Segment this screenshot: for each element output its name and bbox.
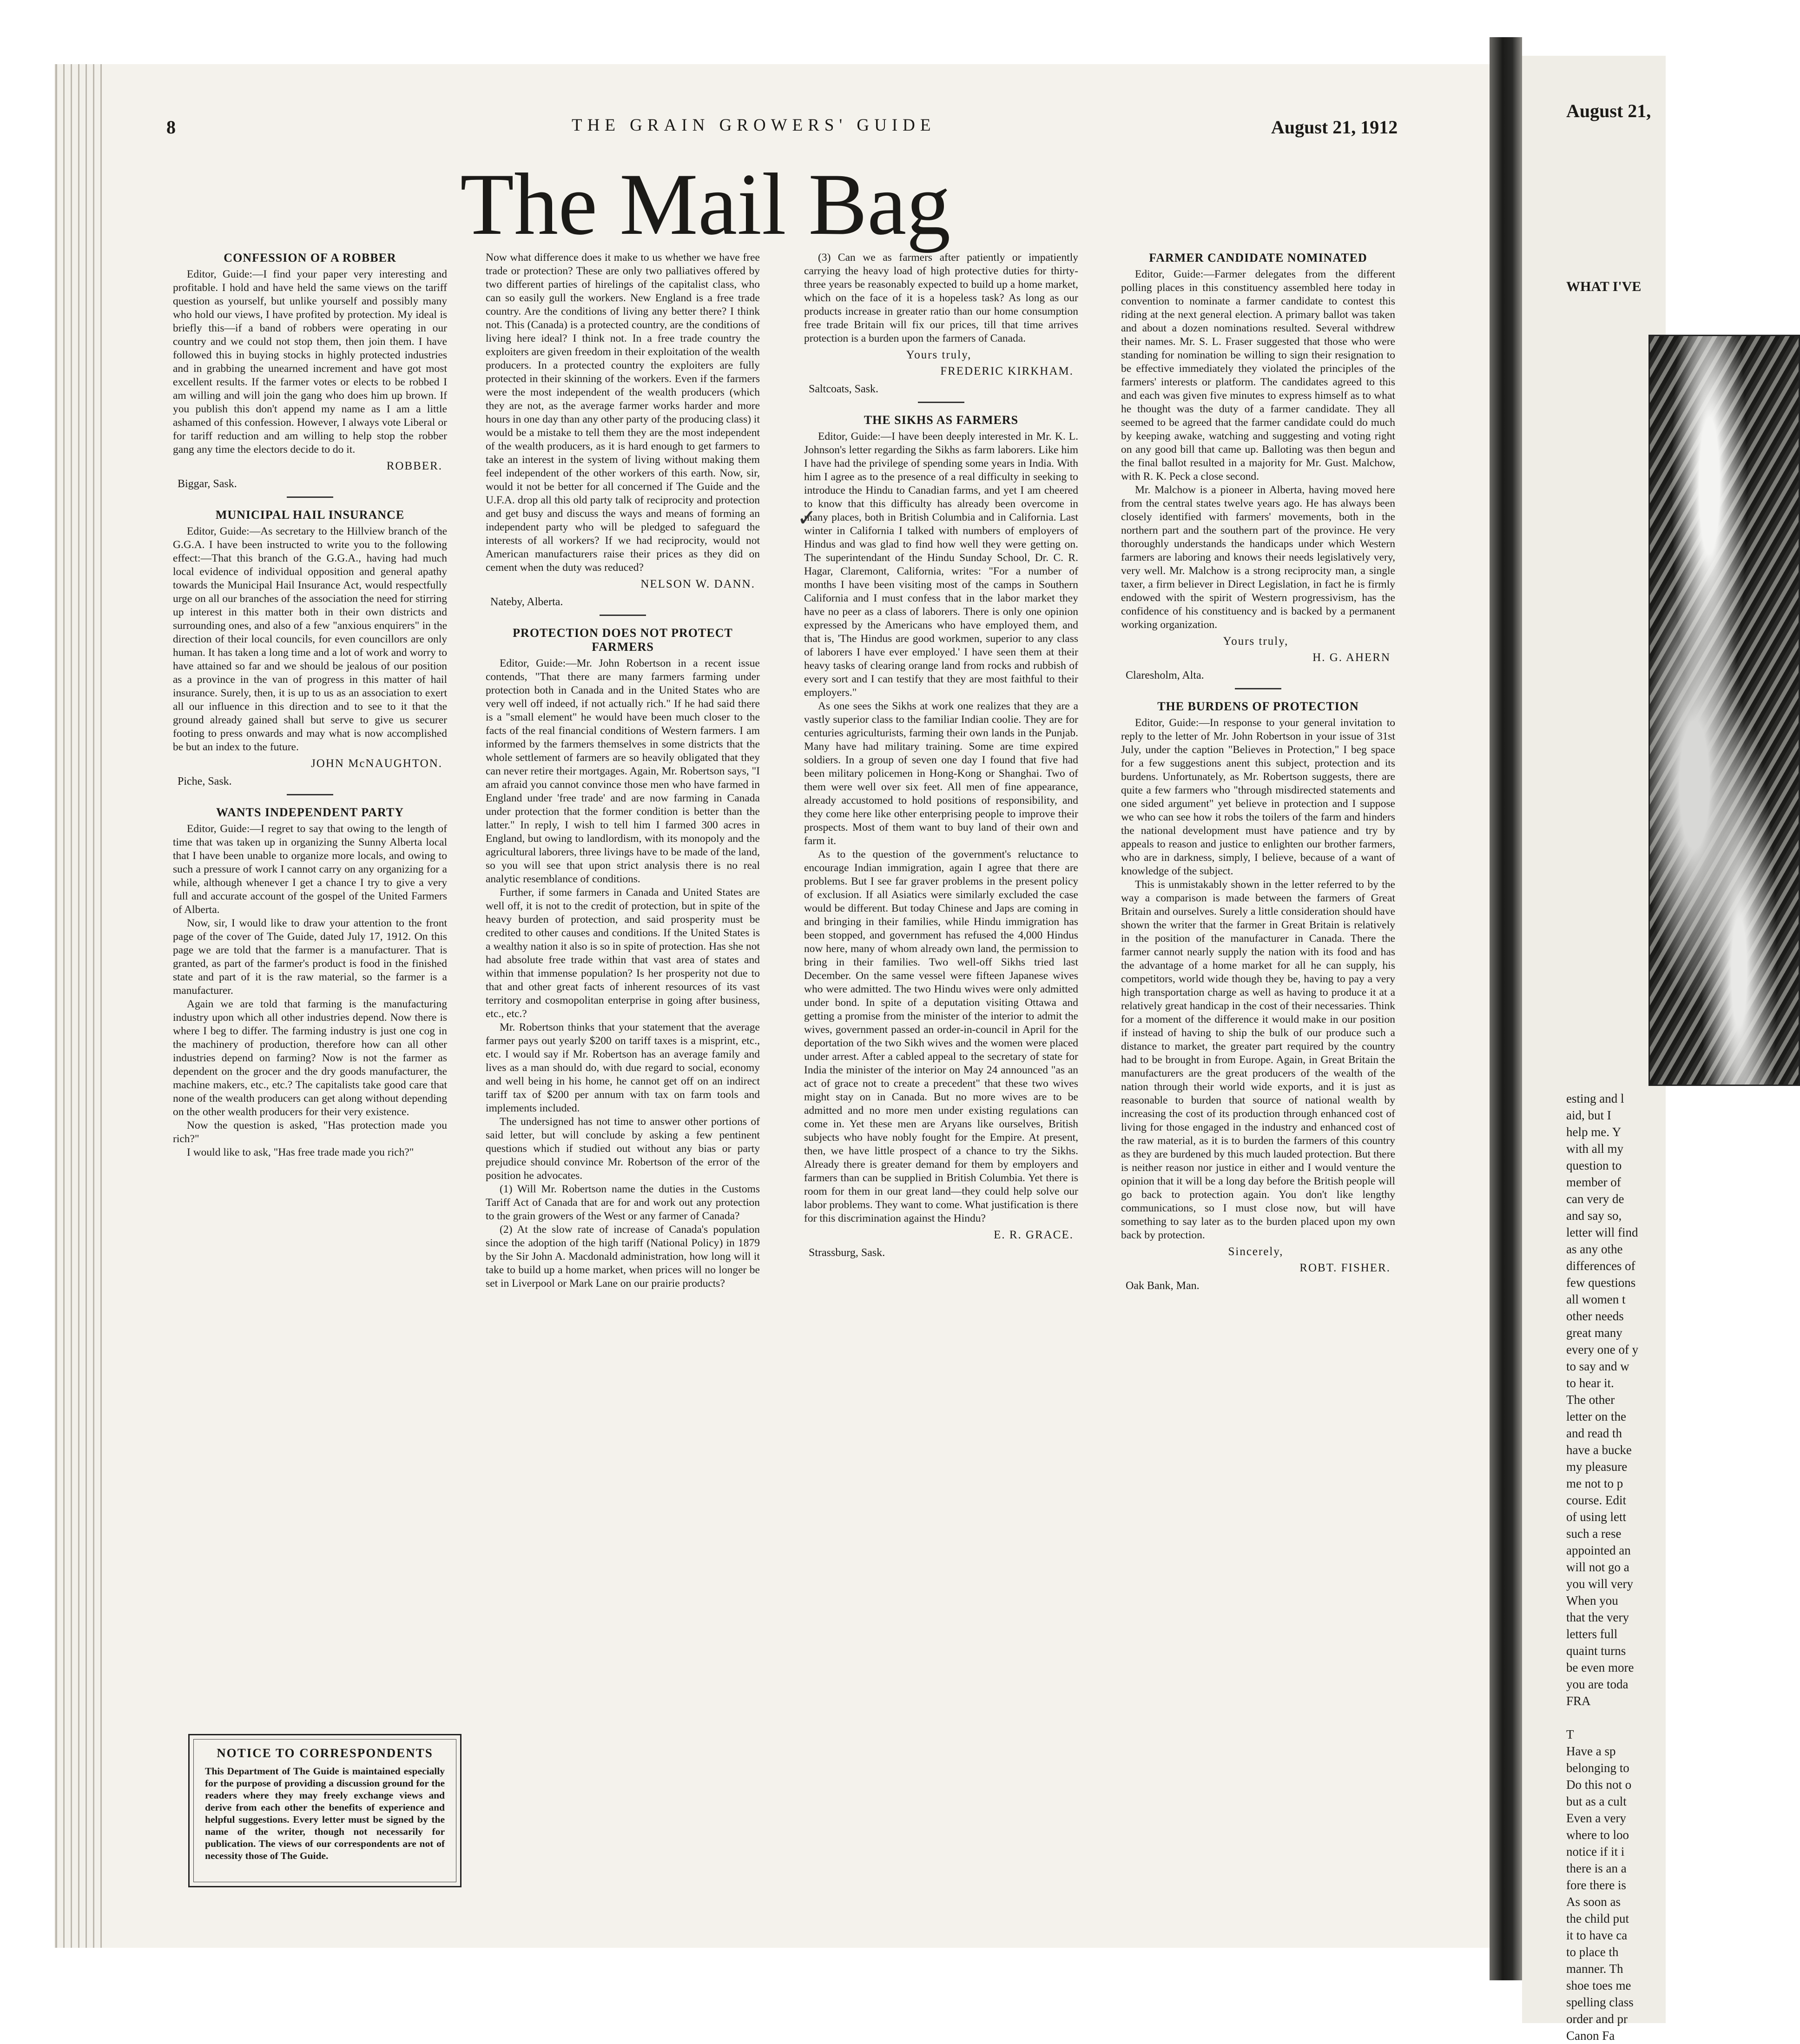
facing-page-date: August 21, [1566,100,1651,121]
facing-page-line: that the very [1566,1610,1629,1624]
facing-page-line: it to have ca [1566,1928,1628,1942]
facing-page-line: Even a very [1566,1811,1626,1825]
letter-place: Saltcoats, Sask. [809,383,878,395]
facing-page-line: member of [1566,1175,1621,1189]
letter-body: (3) Can we as farmers after patiently or impatiently carrying the heavy load of high protective duties for thirty-three years be reasonably expected to build up a home market, which on the face of it is a hopeless task? As long as our products increase in greater ratio than our home consumption free trade Britain will fix our prices, till that time arrives protection is a burden upon the farmers of Canada. [804,251,1078,344]
facing-page-text [1566,1090,1659,2044]
facing-page-line: will not go a [1566,1560,1629,1574]
facing-page-line: Have a sp [1566,1744,1616,1758]
letter-body: Editor, Guide:—Farmer delegates from the different polling places in this constituency assembled here today in convention to nominate a farmer candidate to contest this riding at the next general election. A primary ballot was taken and about a dozen nominations resulted. Several withdrew their names. Mr. S. L. Fraser suggested that those who were standing for nomination be willing to sign their resignation to be effective immediately they violated the principles of the farmers' interests or platform. The candidates agreed to this and each was given five minutes to express himself as to what he thought was the duty of a farmer candidate. They all seemed to be agreed that the farmer candidate could do much by keeping awake, watching and suggesting and voting right on any good bill that came up. Balloting was then begun and the final ballot resulted in a majority for Mr. Gust. Malchow, with R. K. Peck a close second. [1121,268,1395,483]
letter-body: Now the question is asked, "Has protection made you rich?" [173,1119,447,1145]
facing-page-line: you are toda [1566,1677,1629,1691]
notice-inner-frame [193,1739,456,1882]
letter-signature: H. G. AHERN [1312,651,1391,664]
facing-page-line: fore there is [1566,1878,1626,1892]
letter-heading: THE BURDENS OF PROTECTION [1157,700,1359,713]
facing-page-line: with all my [1566,1142,1623,1156]
letter-closing: Yours truly, [1223,635,1289,648]
section-title: The Mail Bag [460,156,951,253]
letter-body: As to the question of the government's reluctance to encourage Indian immigration, again I agree that there are problems. But I see far graver problems in the present policy of exclusion. If all Asiatics were similarly excluded the case would be different. But today Chinese and Japs are coming in and bringing in their families, while Hindu immigration has been stopped, and government has refused the 4,000 Hindus now here, many of whom already own land, the permission to bring in their families. Two well-off Sikhs tried last December. On the same vessel were fifteen Japanese wives who were admitted. The two Hindu wives were only admitted under bond. In spite of a deputation visiting Ottawa and getting a promise from the minister of the interior to admit the wives, government passed an order-in-council in April for the deportation of the two Sikh wives and the women were placed under arrest. After a cabled appeal to the secretary of state for India the minister of the interior on May 24 announced "as an act of grace not to create a precedent" that these two wives might stay on in Canada. But no more wives are to be admitted and no more men under existing regulations can come in. Yet these men are Aryans like ourselves, British subjects who have nobly fought for the Empire. At present, then, we have little prospect of a chance to try the Sikhs. Already there is greater demand for them by employers and farmers than can be supplied in British Columbia. Yet there is room for them in our great land—they could help solve our labor problems. They want to come. What justification is there for this discrimination against the Hindu? [804,848,1078,1224]
letter-heading: PROTECTION DOES NOT PROTECT FARMERS [513,626,733,654]
divider [1235,688,1281,689]
letter-body: Mr. Malchow is a pioneer in Alberta, having moved here from the central states twelve years ago. He has always been closely identified with farmers' movements, both in the northern part and the southern part of the province. He very thoroughly understands the handicaps under which Western farmers are laboring and knows their needs legislatively very, very well. Mr. Malchow is a strong reciprocity man, a single taxer, a firm believer in Direct Legislation, in fact he is firmly endowed with the spirit of Western progressivism, has the confidence of his constituency and is backed by a permanent working organization. [1121,484,1395,631]
letter-body: Again we are told that farming is the manufacturing industry upon which all other industries depend. Now there is where I beg to differ. The farming industry is just one cog in the machinery of production, therefore how can all other industries depend on farming? Now is not the farmer as dependent on the grocer and the dry goods manufacturer, the machine makers, etc., etc.? The capitalists take good care that none of the wealth producers can get along without depending on the other wealth producers for their very existence. [173,998,447,1118]
column-3 [804,251,1078,1260]
letter-closing: Yours truly, [906,349,972,361]
facing-page-line: me not to p [1566,1476,1623,1490]
facing-page-line: quaint turns [1566,1644,1626,1658]
facing-page-line: every one of y [1566,1343,1639,1356]
facing-page-line: to place th [1566,1945,1619,1959]
facing-page-line: to say and w [1566,1359,1629,1373]
pencil-check-mark: ✓ [797,505,817,531]
notice-box [188,1734,462,1887]
divider [287,794,333,795]
letter-body: Editor, Guide:—I have been deeply interested in Mr. K. L. Johnson's letter regarding the Sikhs as farm laborers. Like him I have had the privilege of spending some years in India. With him I agree as to the presence of a real difficulty in seeking to introduce the Hindu to Canadian farms, and yet I am cheered to know that this difficulty has already been overcome in many places, both in British Columbia and in California. Last winter in California I talked with numbers of employers of Hindus and was glad to find how well they were getting on. The superintendant of the Hindu Sunday School, Dr. C. R. Hagar, Claremont, California, writes: "For a number of months I have been visiting most of the camps in Southern California and I must confess that in the labor market they have no peer as a class of laborers. There is only one opinion expressed by the Americans who have employed them, and that is, 'The Hindus are good workmen, superior to any class of laborers I have ever employed.' I have seen them at their heavy tasks of clearing orange land from rocks and rubbish of every sort and I can testify that they are most faithful to their employers." [804,430,1078,699]
facing-page-line: shoe toes me [1566,1978,1631,1992]
facing-page-line: my pleasure [1566,1460,1628,1474]
facing-page-line: As soon as [1566,1895,1621,1909]
facing-page-line: course. Edit [1566,1493,1626,1507]
facing-page-heading: WHAT I'VE [1566,279,1642,294]
column-1 [173,251,447,1159]
letter-signature: FREDERIC KIRKHAM. [940,365,1074,377]
divider [918,402,964,403]
facing-page-line: of using lett [1566,1510,1626,1524]
facing-page-line: can very de [1566,1192,1624,1206]
letter-heading: WANTS INDEPENDENT PARTY [216,806,404,819]
letter-signature: NELSON W. DANN. [640,578,755,590]
facing-page-line: Canon Fa [1566,2029,1615,2043]
facing-page-line: such a rese [1566,1527,1622,1541]
facing-page-line: aid, but I [1566,1108,1611,1122]
facing-page-line: spelling class [1566,1995,1634,2009]
divider [600,615,646,616]
letter-body: Editor, Guide:—I find your paper very interesting and profitable. I hold and have held the same views on the tariff question as yourself, but unlike yourself and possibly many who hold our views, I have profited by protection. My ideal is briefly this—if a band of robbers were operating in our country and we could not stop them, then join them. I have followed this in buying stocks in highly protected industries and in grabbing the unearned increment and have got most excellent results. If the farmer votes or elects to be robbed I am willing and will join the gang who does him up brown. If you publish this don't append my name as I am a little ashamed of this confession. However, I always vote Liberal or for tariff reduction and am willing to help stop the robber gang any time the electors decide to do it. [173,268,447,456]
facing-page-line: letters full [1566,1627,1618,1641]
facing-page-line: letter on the [1566,1409,1626,1423]
facing-page-line [1566,1709,1659,1726]
facing-page-line: When you [1566,1594,1618,1607]
letter-body: (2) At the slow rate of increase of Canada's population since the adoption of the high tariff (National Policy) in 1879 by the Sir John A. Macdonald administration, how long will it take to build up a home market, when prices will no longer be set in Liverpool or Mark Lane on our prairie products? [486,1224,760,1290]
facing-page-line: and read th [1566,1426,1622,1440]
facing-page-line: The other [1566,1393,1615,1407]
letter-heading: THE SIKHS AS FARMERS [864,413,1019,427]
facing-page-line: but as a cult [1566,1794,1627,1808]
letter-body: Editor, Guide:—I regret to say that owing to the length of time that was taken up in organizing the Sunny Alberta local that I have been unable to organize more locals, and owing to such a pressure of work I cannot carry on any organizing for a while, although whenever I get a chance I try to give a very full and accurate account of the gospel of the United Farmers of Alberta. [173,823,447,916]
letter-body: Now what difference does it make to us whether we have free trade or protection? These are only two palliatives offered by two different parties of hirelings of the capitalist class, who can so easily gull the workers. New England is a free trade country. Are the conditions of living any better there? I think not. This (Canada) is a protected country, are the conditions of living here ideal? I think not. In a free trade country the exploiters are given freedom in their exploitation of the wealth producers. In a protected country the exploiters are fully protected in their skinning of the workers. Even if the farmers were the most independent of the wealth producers (which they are not, as the average farmer works harder and more hours in one day than any other party of the producing class) it would be a mistake to tell them they are the most independent of the wealth producers, as it is hard enough to get farmers to take an interest in the system of living without making them feel independent of the other workers of this earth. Now, sir, would it not be better for all concerned if The Guide and the U.F.A. drop all this old party talk of reciprocity and protection and get busy and discuss the ways and means of forming an independent party who will be pledged to safeguard the interests of all workers? If we had reciprocity, would not American manufacturers raise their prices as they did on cement when the duty was reduced? [486,251,760,574]
letter-place: Nateby, Alberta. [490,596,563,608]
letter-heading: FARMER CANDIDATE NOMINATED [1149,251,1367,265]
masthead: THE GRAIN GROWERS' GUIDE [572,116,936,135]
letter-place: Claresholm, Alta. [1126,669,1204,681]
letter-place: Biggar, Sask. [178,478,237,490]
facing-page-line: help me. Y [1566,1125,1622,1139]
facing-page-line: be even more [1566,1660,1634,1674]
facing-page-line: belonging to [1566,1761,1629,1775]
letter-body: Now, sir, I would like to draw your attention to the front page of the cover of The Guide, dated July 17, 1912. On this page we are told that the farmer is a manufacturer. That is granted, as part of the farmer's product is food in the finished state and part of it is the raw material, so the farmer is a manufacturer. [173,917,447,997]
facing-page-line: you will very [1566,1577,1633,1591]
facing-page-line: T [1566,1727,1574,1741]
facing-page-line: esting and l [1566,1091,1624,1105]
facing-page-line: differences of [1566,1259,1635,1273]
letter-place: Piche, Sask. [178,775,232,787]
facing-page-line: there is an a [1566,1861,1627,1875]
letter-place: Oak Bank, Man. [1126,1280,1200,1292]
facing-page-line: and say so, [1566,1209,1622,1223]
book-spine [1490,37,1522,1980]
facing-page-line: all women t [1566,1292,1626,1306]
issue-date: August 21, 1912 [1271,117,1398,138]
letter-body: The undersigned has not time to answer other portions of said letter, but will conclude by asking a few pentinent questions which if studied out without any bias or party prejudice should convince Mr. Robertson of the error of the position he advocates. [486,1116,760,1182]
facing-page-line: Do this not o [1566,1778,1632,1792]
letter-body: Editor, Guide:—Mr. John Robertson in a recent issue contends, "That there are many farmers farming under protection both in Canada and in the United States who are very well off indeed, if not actually rich." If he had said there is a "small element" he would have been much closer to the facts of the real financial conditions of Western farmers. I am informed by the farmers themselves in some districts that the whole settlement of farmers are so heavily obligated that they can never retire their mortgages. Again, Mr. Robertson says, "I am afraid you cannot convince those men who have farmed in England under 'free trade' and are now farming in Canada under protection that the former condition is better than the latter." In reply, I wish to tell him I farmed 300 acres in England, but owing to landlordism, with its monopoly and the agricultural laborers, three livings have to be made of the land, so you will see that upon strict analysis there is no real analytic resemblance of conditions. [486,657,760,885]
facing-page-line: great many [1566,1326,1622,1340]
letter-body: I would like to ask, "Has free trade made you rich?" [187,1146,414,1158]
facing-page [1522,56,1666,2043]
bound-page-edges [56,64,102,1948]
divider [287,496,333,498]
letter-body: Further, if some farmers in Canada and United States are well off, it is not to the credit of protection, but in spite of the heavy burden of protection, and said prosperity must be credited to other causes and conditions. If the United States is a wealthy nation it also is so in spite of protection. Has she not had absolute free trade within that vast area of states and within that immense population? Is her prosperity not due to that and other great facts of inherent resources of its vast territory and cosmopolitan enterprise in going after business, etc., etc.? [486,886,760,1020]
facing-page-line: to hear it. [1566,1376,1614,1390]
letter-signature: E. R. GRACE. [994,1229,1074,1241]
letter-body: (1) Will Mr. Robertson name the duties in the Customs Tariff Act of Canada that are for and work out any protection to the grain growers of the West or any farmer of Canada? [486,1183,760,1222]
letter-signature: JOHN McNAUGHTON. [311,757,442,770]
facing-page-line: FRA [1566,1694,1591,1708]
letter-heading: CONFESSION OF A ROBBER [224,251,396,265]
facing-page-line: notice if it i [1566,1845,1625,1859]
column-4 [1121,251,1395,1293]
letter-body: As one sees the Sikhs at work one realizes that they are a vastly superior class to the familiar Indian coolie. They are for centuries agriculturists, farming their own lands in the Punjab. Many have had military training. Some are time expired soldiers. In a group of seven one day I found that five had been military policemen in Hong-Kong or Shanghai. Two of them were well over six feet. All men of fine appearance, already accustomed to hold positions of responsibility, and they come here like other enterprising people to improve their prospects. Most of them want to buy land of their own and farm it. [804,700,1078,847]
facing-page-line: the child put [1566,1912,1629,1925]
letter-body: This is unmistakably shown in the letter referred to by the way a comparison is made between the farmers of Great Britain and ourselves. Surely a little consideration should have shown the writer that the farmer in Great Britain is relatively in the position of the manufacturer in Canada. There the farmer cannot nearly supply the nation with its food and has the advantage of a home market for all he can supply, his competitors, world wide though they be, having to pay a very high transportation charge as well as having to produce it at a relatively great handicap in the cost of their necessaries. Think for a moment of the difference it would make in our position if instead of having to ship the bulk of our produce such a distance to market, the greater part required by the country had to be brought in from Europe. Again, in Great Britain the manufacturers are the great producers of the wealth of the nation through their world wide exports, and it is just as reasonable to burden that source of national wealth by increasing the cost of its production through enhanced cost of living for those engaged in the industry and enhanced cost of the raw material, as it is to burden the farmers of this country as they are burdened by this much lauded protection. But there is neither reason nor justice in either and I would venture the opinion that it will be a long day before the British people will go back to protection again. You don't like lengthy communications, so I must close now, but will have something to say later as to the burden placed upon my own back by protection. [1121,879,1395,1241]
facing-page-line: have a bucke [1566,1443,1632,1457]
letter-heading: MUNICIPAL HAIL INSURANCE [215,508,405,522]
notice-body: This Department of The Guide is maintained especially for the purpose of providing a discussion ground for the readers where they may freely exchange views and derive from each other the benefits of experience and helpful suggestions. Every letter must be signed by the name of the writer, though not necessarily for publication. The views of our correspondents are not of necessity those of The Guide. [205,1766,445,1861]
letter-body: Editor, Guide:—As secretary to the Hillview branch of the G.G.A. I have been instructed to write you to the following effect:—That this branch of the G.G.A., having had much local evidence of individual opposition and general apathy towards the Municipal Hail Insurance Act, would respectfully urge on all our branches of the association the need for stirring up interest in this matter both in their own districts and surrounding ones, and also of a few "anxious enquirers" in the direction of their local councils, for even councillors are only human. It has taken a long time and a lot of work and worry to have attained so far and we should be jealous of our position as a province in the van of progress in this matter of hail insurance. Surely, then, it is up to us as an association to exert all our influence in this direction and to see to it that the ground already gained shall but serve to give us securer footing to press onwards and may what is now accomplished be but an index to the future. [173,525,447,753]
notice-heading: NOTICE TO CORRESPONDENTS [217,1746,433,1760]
facing-page-line: few questions [1566,1276,1636,1290]
letter-place: Strassburg, Sask. [809,1247,885,1259]
facing-page-line: order and pr [1566,2012,1628,2026]
facing-page-line: appointed an [1566,1543,1631,1557]
facing-page-line: manner. Th [1566,1962,1623,1976]
letter-body: Editor, Guide:—In response to your general invitation to reply to the letter of Mr. John Robertson in your issue of 31st July, under the caption "Believes in Protection," I beg space for a few suggestions anent this subject, protection and its burdens. Unfortunately, as Mr. Robertson suggests, there are quite a few farmers who "through misdirected statements and one sided argument" yet believe in protection and I suppose we who can see how it robs the toilers of the farm and hinders the national development must have patience and try by appeals to reason and justice to enlighten our brother farmers, who are in darkness, simply, I believe, because of a want of knowledge of the subject. [1121,717,1395,877]
letter-signature: ROBT. FISHER. [1299,1262,1391,1274]
facing-page-line: letter will find [1566,1225,1638,1239]
facing-page-line: where to loo [1566,1828,1629,1842]
page-number: 8 [166,117,176,138]
facing-page-line: question to [1566,1158,1622,1172]
facing-page-line: as any othe [1566,1242,1623,1256]
letter-closing: Sincerely, [1228,1245,1284,1258]
letter-body: Mr. Robertson thinks that your statement that the average farmer pays out yearly $200 on tariff taxes is a misprint, etc., etc. I would say if Mr. Robertson has an average family and lives as a man should do, with due regard to social, economy and well being in his home, he cannot get off on an indirect tariff tax of $200 per annum with tax on farm tools and implements included. [486,1021,760,1114]
facing-page-line: other needs [1566,1309,1624,1323]
landscape-photograph [1648,335,1800,1086]
column-2 [486,251,760,1290]
letter-signature: ROBBER. [386,460,442,472]
